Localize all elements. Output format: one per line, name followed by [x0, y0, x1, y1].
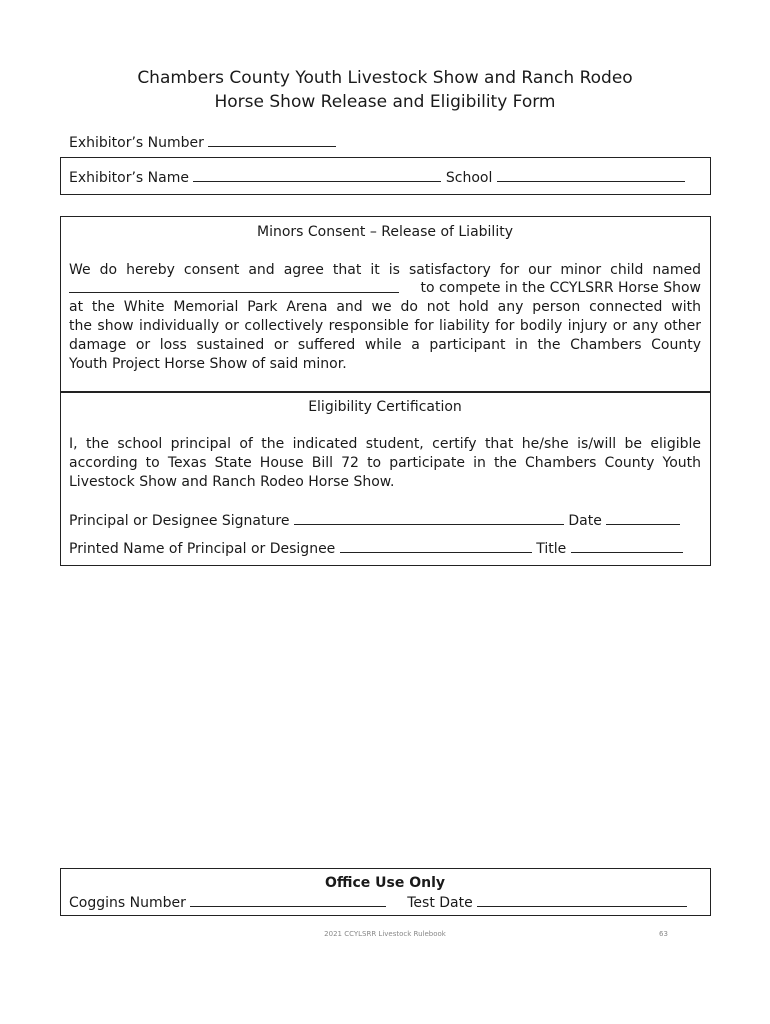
consent-line-3: at the White Memorial Park Arena and we do not hold any person connected with — [69, 299, 701, 315]
consent-line-5: damage or loss sustained or suffered while a participant in the Chambers County — [69, 337, 701, 353]
form-title-line1: Chambers County Youth Livestock Show and Ranch Rodeo — [137, 68, 633, 88]
consent-heading: Minors Consent – Release of Liability — [257, 224, 513, 240]
exhibitor-number-row — [69, 133, 336, 153]
eligibility-line-1: I, the school principal of the indicated student, certify that he/she is/will be eligible — [69, 436, 701, 452]
school-label: School — [445, 170, 493, 186]
consent-line-2-row — [69, 279, 701, 298]
signature-row — [69, 511, 680, 531]
signature-field[interactable] — [294, 511, 564, 525]
consent-line-6: Youth Project Horse Show of said minor. — [69, 356, 347, 372]
consent-box — [60, 216, 711, 393]
footer-text: 2021 CCYLSRR Livestock Rulebook — [324, 930, 446, 938]
consent-line-1: We do hereby consent and agree that it is satisfactory for our minor child named — [69, 262, 701, 278]
school-field[interactable] — [497, 168, 685, 182]
exhibitor-name-field[interactable] — [193, 168, 441, 182]
printed-name-row — [69, 539, 683, 559]
signature-label: Principal or Designee Signature — [69, 513, 290, 529]
exhibitor-name-label: Exhibitor’s Name — [69, 170, 189, 186]
eligibility-box — [60, 391, 711, 566]
title-field[interactable] — [571, 539, 683, 553]
eligibility-line-3: Livestock Show and Ranch Rodeo Horse Show. — [69, 474, 395, 490]
consent-line-2: to compete in the CCYLSRR Horse Show — [420, 280, 701, 296]
date-field[interactable] — [606, 511, 680, 525]
page-number: 63 — [659, 930, 668, 938]
eligibility-heading: Eligibility Certification — [308, 399, 462, 415]
printed-name-field[interactable] — [340, 539, 532, 553]
date-label: Date — [568, 513, 602, 529]
consent-line-4: the show individually or collectively responsible for liability for bodily injury or any other — [69, 318, 701, 334]
test-date-label: Test Date — [407, 895, 473, 911]
coggins-label: Coggins Number — [69, 895, 186, 911]
exhibitor-number-field[interactable] — [208, 133, 336, 147]
printed-name-label: Printed Name of Principal or Designee — [69, 541, 336, 557]
form-title-line2: Horse Show Release and Eligibility Form — [214, 92, 556, 112]
coggins-row — [69, 893, 687, 913]
eligibility-line-2: according to Texas State House Bill 72 to participate in the Chambers County Youth — [69, 455, 701, 471]
coggins-field[interactable] — [190, 893, 386, 907]
exhibitor-number-label: Exhibitor’s Number — [69, 135, 204, 151]
office-use-box — [60, 868, 711, 916]
minor-child-name-field[interactable] — [69, 279, 399, 293]
exhibitor-name-box — [60, 157, 711, 195]
title-label: Title — [536, 541, 567, 557]
office-use-heading: Office Use Only — [324, 875, 446, 891]
exhibitor-name-row — [69, 168, 685, 188]
test-date-field[interactable] — [477, 893, 687, 907]
